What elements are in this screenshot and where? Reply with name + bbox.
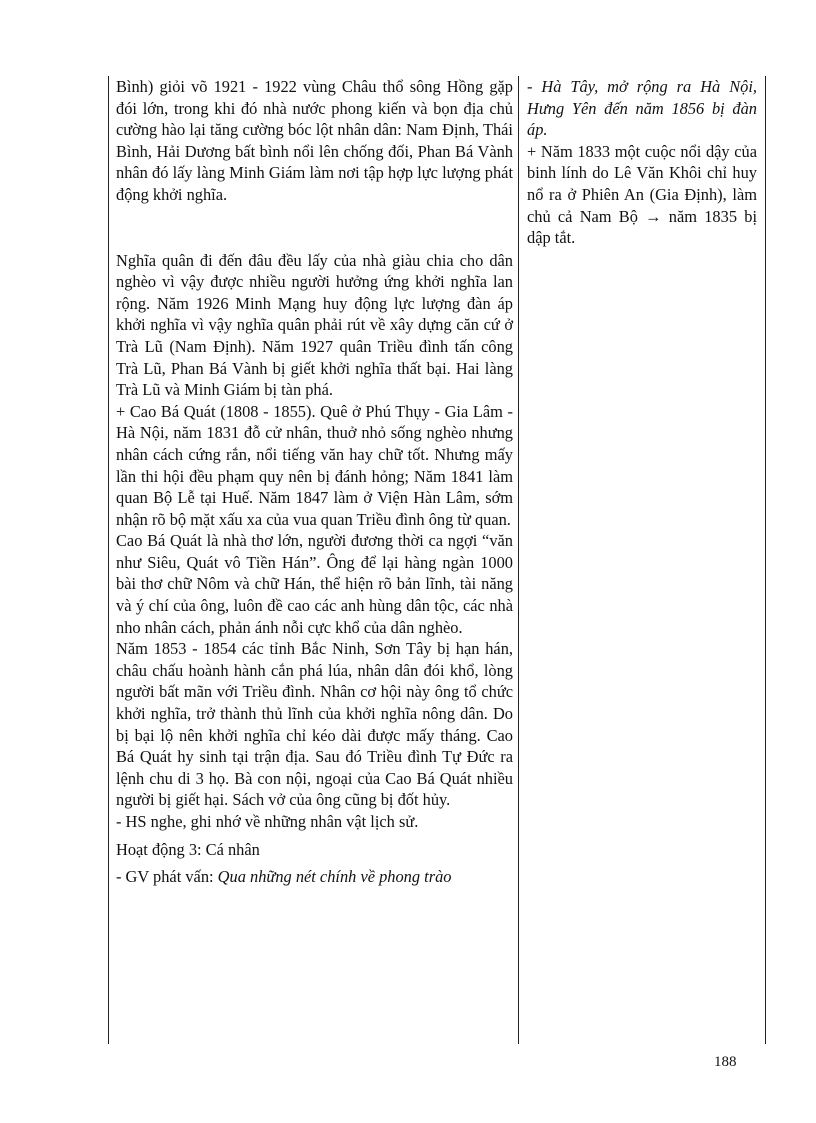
paragraph-cao-ba-quat-bio: + Cao Bá Quát (1808 - 1855). Quê ở Phú Thụy - Gia Lâm - Hà Nội, năm 1831 đỗ cử nhân, thuở nhỏ sống nghèo nhưng nhân cách cứng rắn, nổi tiếng văn hay chữ tốt. Nhưng mấy lần thi hội đều phạm quy nên bị đánh hỏng; Năm 1841 làm quan Bộ Lễ tại Huế. Năm 1847 làm ở Viện Hàn Lâm, sớm nhận rõ bộ mặt xấu xa của vua quan Triều đình ông từ quan.	[116, 401, 513, 529]
table-middle-border	[518, 76, 519, 1044]
knowledge-column	[527, 76, 757, 249]
content-column	[116, 76, 513, 888]
paragraph-student-note: - HS nghe, ghi nhớ về những nhân vật lịch sử.	[116, 812, 419, 831]
table-right-border	[765, 76, 766, 1044]
page-number: 188	[714, 1054, 737, 1070]
paragraph-teacher-question	[116, 866, 513, 888]
paragraph-cao-ba-quat-scope: - Hà Tây, mở rộng ra Hà Nội, Hưng Yên đến năm 1856 bị đàn áp.	[527, 77, 757, 140]
question-text: Qua những nét chính về phong trào	[217, 867, 452, 887]
question-prefix: - GV phát vấn:	[116, 867, 218, 887]
table-left-border	[108, 76, 109, 1044]
paragraph-cao-ba-quat-poet: Cao Bá Quát là nhà thơ lớn, người đương thời ca ngợi “văn như Siêu, Quát vô Tiền Hán”. Ông để lại hàng ngàn 1000 bài thơ chữ Nôm và chữ Hán, thể hiện rõ bản lĩnh, tài năng và ý chí của ông, luôn đề cao các anh hùng dân tộc, các nhà nho nhân cách, phản ánh nỗi cực khổ của dân nghèo.	[116, 531, 513, 637]
activity-heading: Hoạt động 3: Cá nhân	[116, 839, 260, 859]
paragraph-phan-ba-vanh-uprising: Nghĩa quân đi đến đâu đều lấy của nhà giàu chia cho dân nghèo vì vậy được nhiều người hưởng ứng khởi nghĩa lan rộng. Năm 1926 Minh Mạng huy động lực lượng đàn áp khởi nghĩa vì vậy nghĩa quân phải rút về xây dựng căn cứ ở Trà Lũ (Nam Định). Năm 1927 quân Triều đình tấn công Trà Lũ, Phan Bá Vành bị giết khởi nghĩa thất bại. Hai làng Trà Lũ và Minh Giám bị tàn phá.	[116, 250, 513, 400]
paragraph-cao-ba-quat-uprising: Năm 1853 - 1854 các tỉnh Bắc Ninh, Sơn Tây bị hạn hán, châu chấu hoành hành cắn phá lúa, nhân dân đói khổ, lòng người bất mãn với Triều đình. Nhân cơ hội này ông tổ chức khởi nghĩa, trở thành thủ lĩnh của khởi nghĩa nông dân. Do bị bại lộ nên khởi nghĩa chỉ kéo dài được mấy tháng. Cao Bá Quát hy sinh tại trận địa. Sau đó Triều đình Tự Đức ra lệnh chu di 3 họ. Bà con nội, ngoại của Cao Bá Quát nhiều người bị giết hại. Sách vở của ông cũng bị đốt hủy.	[116, 639, 513, 810]
paragraph-phan-ba-vanh-intro: Bình) giỏi võ 1921 - 1922 vùng Châu thổ sông Hồng gặp đói lớn, trong khi đó nhà nước phong kiến và bọn địa chủ cường hào lại tăng cường bóc lột nhân dân: Nam Định, Thái Bình, Hải Dương bất bình nổi lên chống đối, Phan Bá Vành nhân đó lấy làng Minh Giám làm nơi tập hợp lực lượng phát động khởi nghĩa.	[116, 77, 513, 204]
paragraph-le-van-khoi: + Năm 1833 một cuộc nổi dậy của binh lính do Lê Văn Khôi chỉ huy nổ ra ở Phiên An (Gia Định), làm chủ cả Nam Bộ → năm 1835 bị dập tắt.	[527, 141, 757, 248]
